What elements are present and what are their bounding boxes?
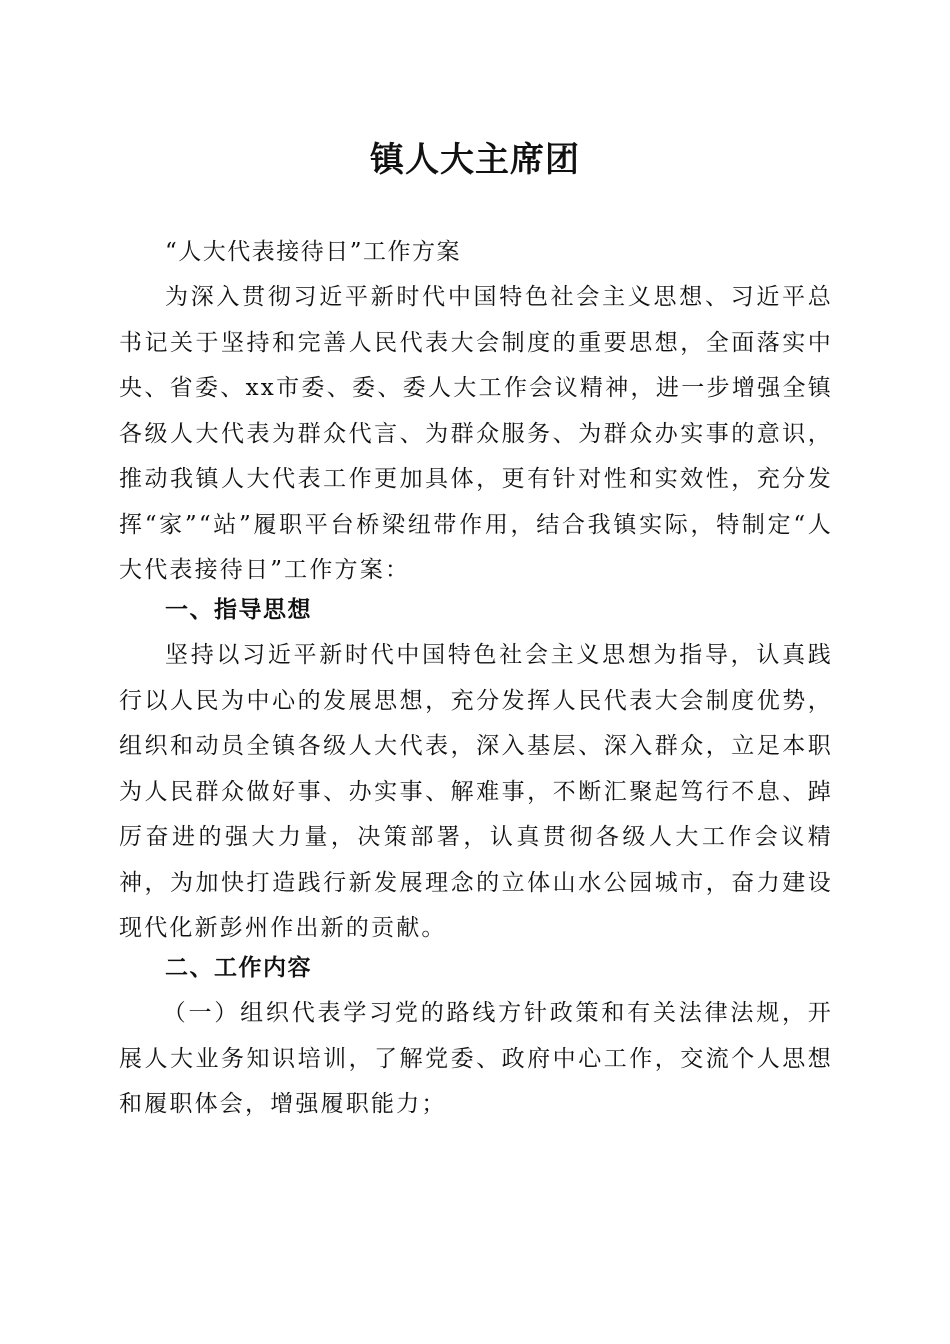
section-heading-work-content: 二、工作内容 bbox=[165, 955, 312, 981]
guiding-ideology-paragraph: 坚持以习近平新时代中国特色社会主义思想为指导，认真践行以人民为中心的发展思想，充分发挥人民代表大会制度优势，组织和动员全镇各级人大代表，深入基层、深入群众，立足本职为人民群众做好事、办实事、解难事，不断汇聚起笃行不息、踔厉奋进的强大力量，决策部署，认真贯彻各级人大工作会议精神，为加快打造践行新发展理念的立体山水公园城市，奋力建设现代化新彭州作出新的贡献。 bbox=[119, 642, 833, 941]
section-heading-guiding-ideology: 一、指导思想 bbox=[165, 597, 312, 623]
document-title: 镇人大主席团 bbox=[370, 140, 580, 180]
work-content-item-1: （一）组织代表学习党的路线方针政策和有关法律法规，开展人大业务知识培训，了解党委、政府中心工作，交流个人思想和履职体会，增强履职能力； bbox=[119, 1000, 833, 1117]
intro-paragraph: 为深入贯彻习近平新时代中国特色社会主义思想、习近平总书记关于坚持和完善人民代表大会制度的重要思想，全面落实中央、省委、xx市委、委、委人大工作会议精神，进一步增强全镇各级人大代表为群众代言、为群众服务、为群众办实事的意识，推动我镇人大代表工作更加具体，更有针对性和实效性，充分发挥“家”“站”履职平台桥梁纽带作用，结合我镇实际，特制定“人大代表接待日”工作方案： bbox=[119, 284, 833, 583]
document-subtitle: “人大代表接待日”工作方案 bbox=[165, 239, 462, 265]
